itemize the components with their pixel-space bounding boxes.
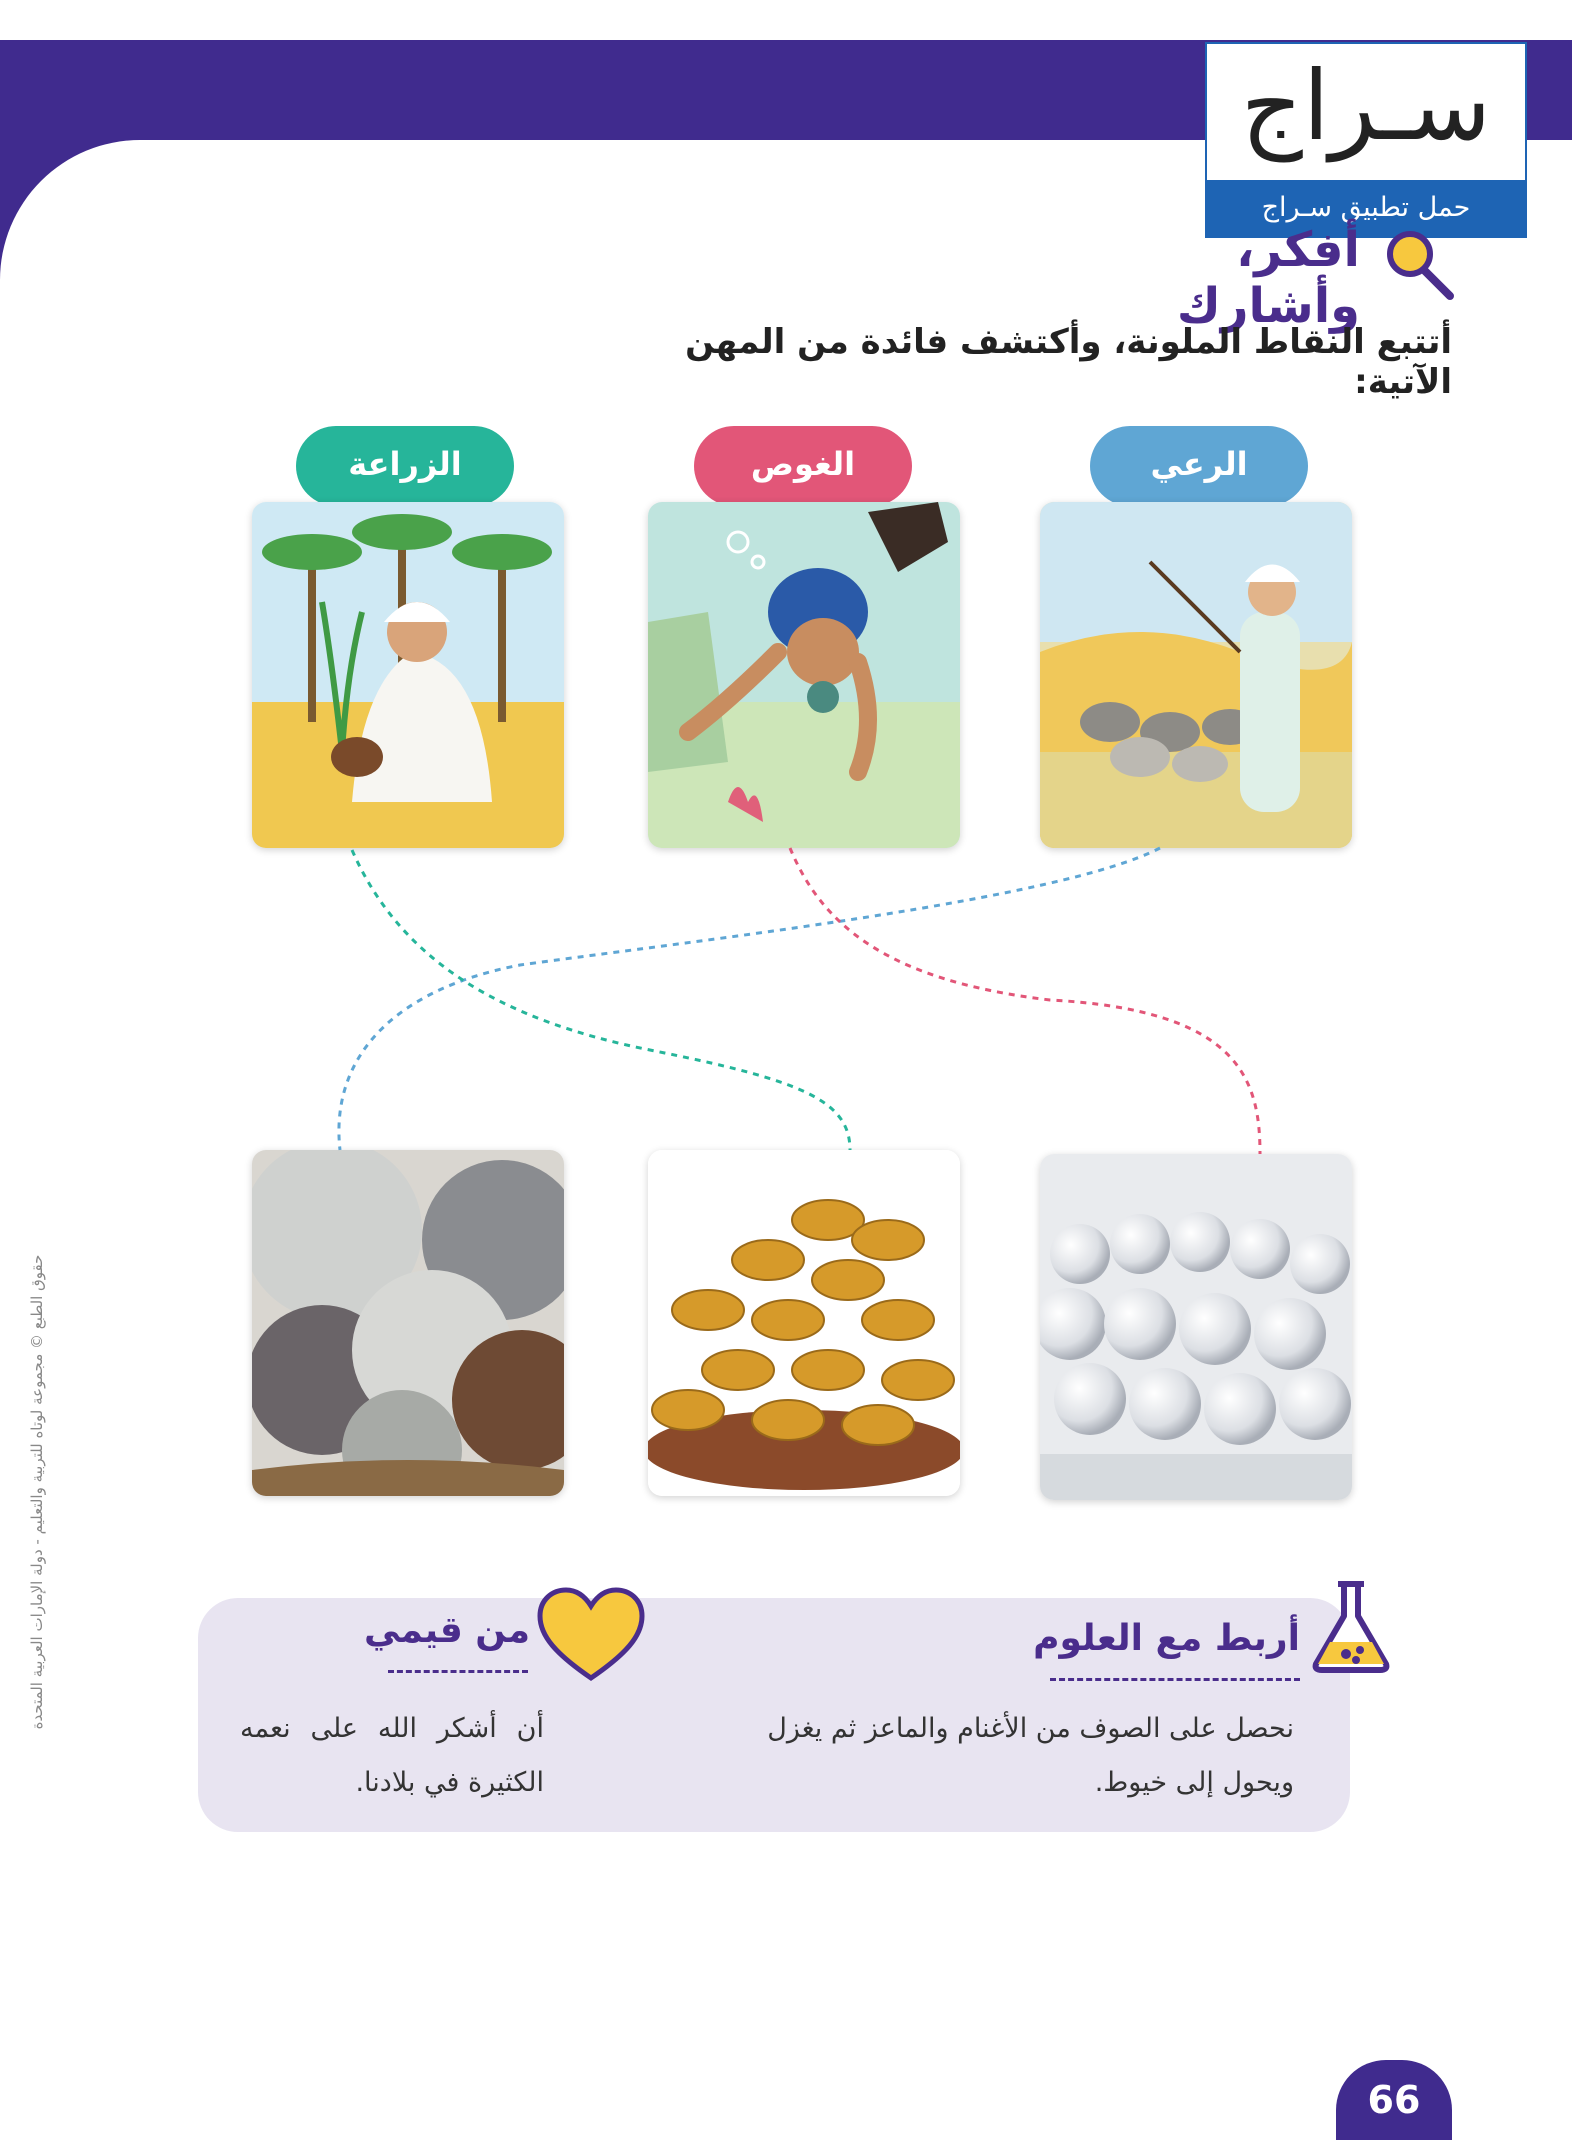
values-text: أن أشكر الله على نعمه الكثيرة في بلادنا. xyxy=(240,1713,544,1798)
image-dates xyxy=(648,1150,960,1496)
instruction-text: أتتبع النقاط الملونة، وأكتشف فائدة من المهن الآتية: xyxy=(685,322,1452,402)
siraj-logo[interactable] xyxy=(1205,42,1527,238)
label-grazing: الرعي xyxy=(1090,426,1308,506)
image-wool xyxy=(252,1150,564,1496)
values-title-underline xyxy=(388,1670,528,1673)
label-diving: الغوص xyxy=(694,426,912,506)
heart-icon xyxy=(536,1586,646,1686)
science-title-underline xyxy=(1050,1678,1300,1681)
image-farmer xyxy=(252,502,564,848)
image-shepherd xyxy=(1040,502,1352,848)
section-title: أفكر، وأشارك xyxy=(1176,222,1360,334)
values-title: من قيمي xyxy=(363,1610,530,1651)
image-diver xyxy=(648,502,960,848)
label-farming: الزراعة xyxy=(296,426,514,506)
flask-icon xyxy=(1306,1576,1396,1676)
copyright-credit: حقوق الطبع © مجموعة لوتاه للتربية والتعليم - دولة الإمارات العربية المتحدة xyxy=(28,1254,46,1730)
logo-text: سـراج xyxy=(1240,50,1492,162)
header-curve xyxy=(0,140,140,280)
science-link-title: أربط مع العلوم xyxy=(1033,1618,1300,1659)
magnifier-icon xyxy=(1378,224,1458,304)
image-pearls xyxy=(1040,1154,1352,1500)
logo-tagline: حمل تطبيق سـراج xyxy=(1207,180,1525,236)
page-number: 66 xyxy=(1336,2060,1452,2140)
science-link-text: نحصل على الصوف من الأغنام والماعز ثم يغزل ويحول إلى خيوط. xyxy=(767,1713,1294,1798)
